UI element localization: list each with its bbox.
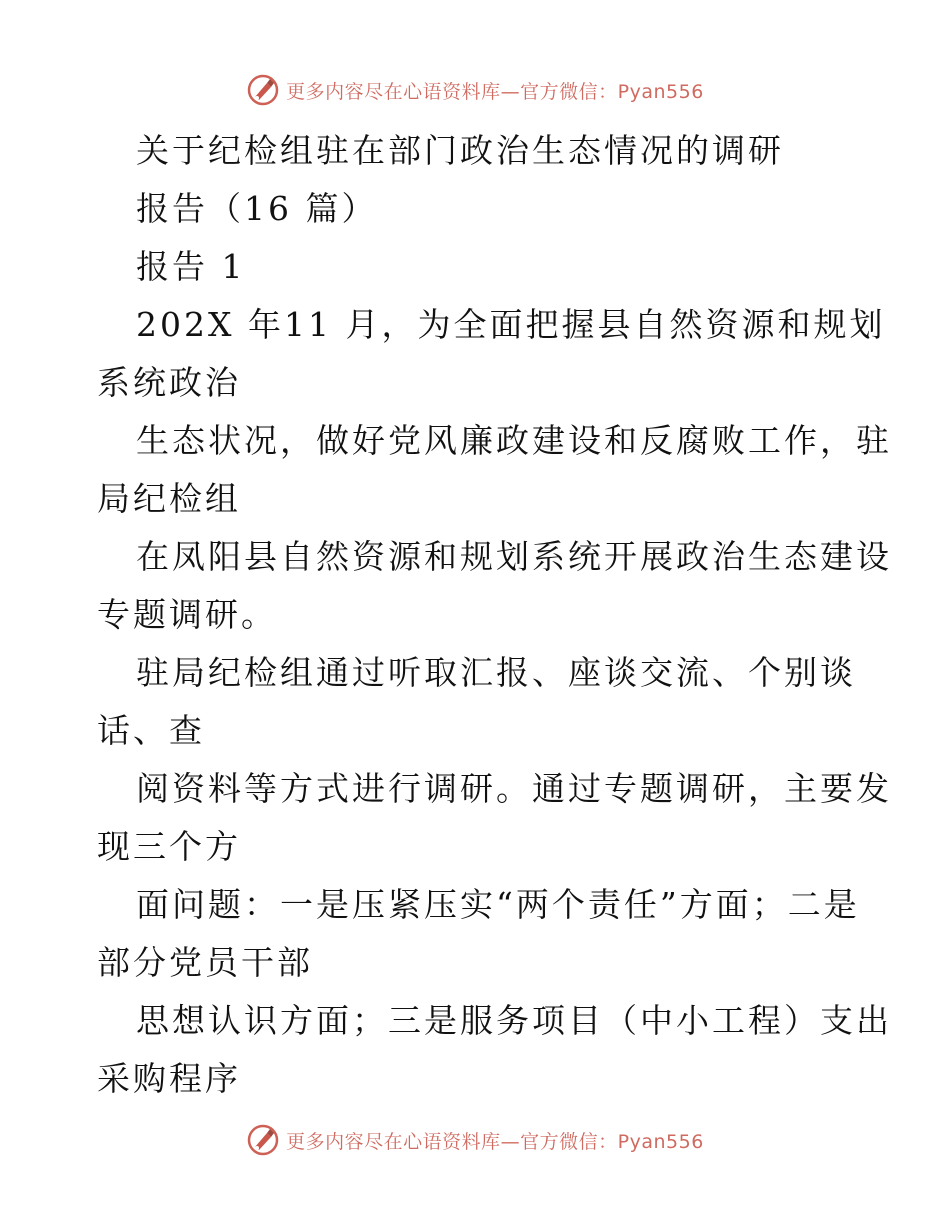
watermark-text: 更多内容尽在心语资料库—官方微信：Pyan556 bbox=[286, 80, 704, 103]
document-title-line-2: 报告（16 篇） bbox=[136, 189, 378, 228]
paragraph-line: 现三个方 bbox=[97, 827, 241, 866]
paragraph-line: 部分党员干部 bbox=[97, 943, 313, 982]
watermark-banner-bottom bbox=[0, 1120, 950, 1160]
paragraph-line: 生态状况，做好党风廉政建设和反腐败工作，驻 bbox=[136, 421, 892, 460]
section-heading: 报告 1 bbox=[136, 247, 246, 286]
paragraph-line: 系统政治 bbox=[97, 363, 241, 402]
paragraph-line: 局纪检组 bbox=[97, 479, 241, 518]
pen-seal-logo-icon bbox=[246, 73, 280, 107]
paragraph-line: 思想认识方面；三是服务项目（中小工程）支出 bbox=[136, 1001, 892, 1040]
paragraph-line: 采购程序 bbox=[97, 1059, 241, 1098]
paragraph-line: 202X 年11 月，为全面把握县自然资源和规划 bbox=[136, 305, 886, 344]
watermark-text: 更多内容尽在心语资料库—官方微信：Pyan556 bbox=[286, 1130, 704, 1153]
paragraph-line: 驻局纪检组通过听取汇报、座谈交流、个别谈 bbox=[136, 653, 856, 692]
paragraph-line: 面问题：一是压紧压实“两个责任”方面；二是 bbox=[136, 885, 860, 924]
watermark-banner-top bbox=[0, 70, 950, 110]
paragraph-line: 阅资料等方式进行调研。通过专题调研，主要发 bbox=[136, 769, 892, 808]
document-title-line-1: 关于纪检组驻在部门政治生态情况的调研 bbox=[136, 131, 784, 170]
paragraph-line: 专题调研。 bbox=[97, 595, 277, 634]
document-body bbox=[0, 122, 950, 1108]
pen-seal-logo-icon bbox=[246, 1123, 280, 1157]
paragraph-line: 话、查 bbox=[97, 711, 205, 750]
paragraph-line: 在凤阳县自然资源和规划系统开展政治生态建设 bbox=[136, 537, 892, 576]
